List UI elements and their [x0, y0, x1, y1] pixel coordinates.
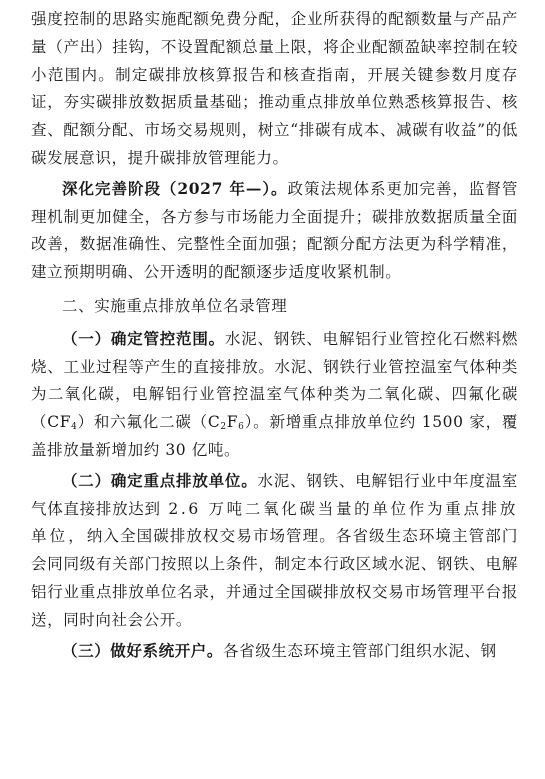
- units-body-a: 水泥、钢铁、电解铝行业中年度温室气体直接排放达到: [31, 471, 518, 518]
- scope-title: （一）确定管控范围。: [62, 328, 225, 348]
- scope-body-c: F: [226, 413, 239, 432]
- scope-sub-c: 6: [238, 422, 245, 433]
- scope-body-d: ）。新增重点排放单位约 1500 家，覆盖排放量新增加约 30 亿吨。: [31, 413, 518, 459]
- paragraph-intro: 强度控制的思路实施配额免费分配，企业所获得的配额数量与产品产量（产出）挂钩，不设置配额总量上限，将企业配额盈缺率控制在较小范围内。制定碳排放核算报告和核查指南，开展关键参数月度存证，夯实碳排放数据质量基础；推动重点排放单位熟悉核算报告、核查、配额分配、市场交易规则，树立“排碳有成本、减碳有收益”的低碳发展意识，提升碳排放管理能力。: [31, 10, 518, 167]
- paragraph-stage: [31, 175, 518, 287]
- paragraph-accounts: [31, 637, 518, 666]
- paragraph-units: [31, 467, 518, 635]
- units-body-c: 纳入全国碳排放权交易市场管理。各省级生态环境主管部门会同同级有关部门按照以上条件，制定本行政区域水泥、钢铁、电解铝行业重点排放单位名录，并通过全国碳排放权交易市场管理平台报送，同时向社会公开。: [31, 527, 518, 629]
- units-body-b: 2.6 万吨二氧化碳当量的单位作为重点排放单位，: [31, 499, 518, 546]
- accounts-title: （三）做好系统开户。: [62, 640, 224, 660]
- units-title: （二）确定重点排放单位。: [62, 470, 258, 490]
- section-heading-2: 二、实施重点排放单位名录管理: [62, 296, 288, 315]
- scope-body-b: ）和六氟化二碳（C: [77, 413, 221, 432]
- scope-body-a: 水泥、钢铁、电解铝行业管控化石燃料燃烧、工业过程等产生的直接排放。水泥、钢铁行业管控温室气体种类为二氧化碳，电解铝行业管控温室气体种类为二氧化碳、四氟化碳（CF: [31, 329, 518, 432]
- scope-sub-b: 2: [220, 422, 227, 433]
- stage-body: 政策法规体系更加完善，监督管理机制更加健全，各方参与市场能力全面提升；碳排放数据质量全面改善，数据准确性、完整性全面加强；配额分配方法更为科学精准，建立预期明确、公开透明的配额逐步适度收紧机制。: [31, 179, 518, 282]
- stage-title: 深化完善阶段（2027 年—）。: [62, 178, 288, 198]
- accounts-body: 各省级生态环境主管部门组织水泥、钢: [223, 641, 497, 660]
- scope-sub-a: 4: [71, 422, 78, 433]
- paragraph-scope: [31, 325, 518, 465]
